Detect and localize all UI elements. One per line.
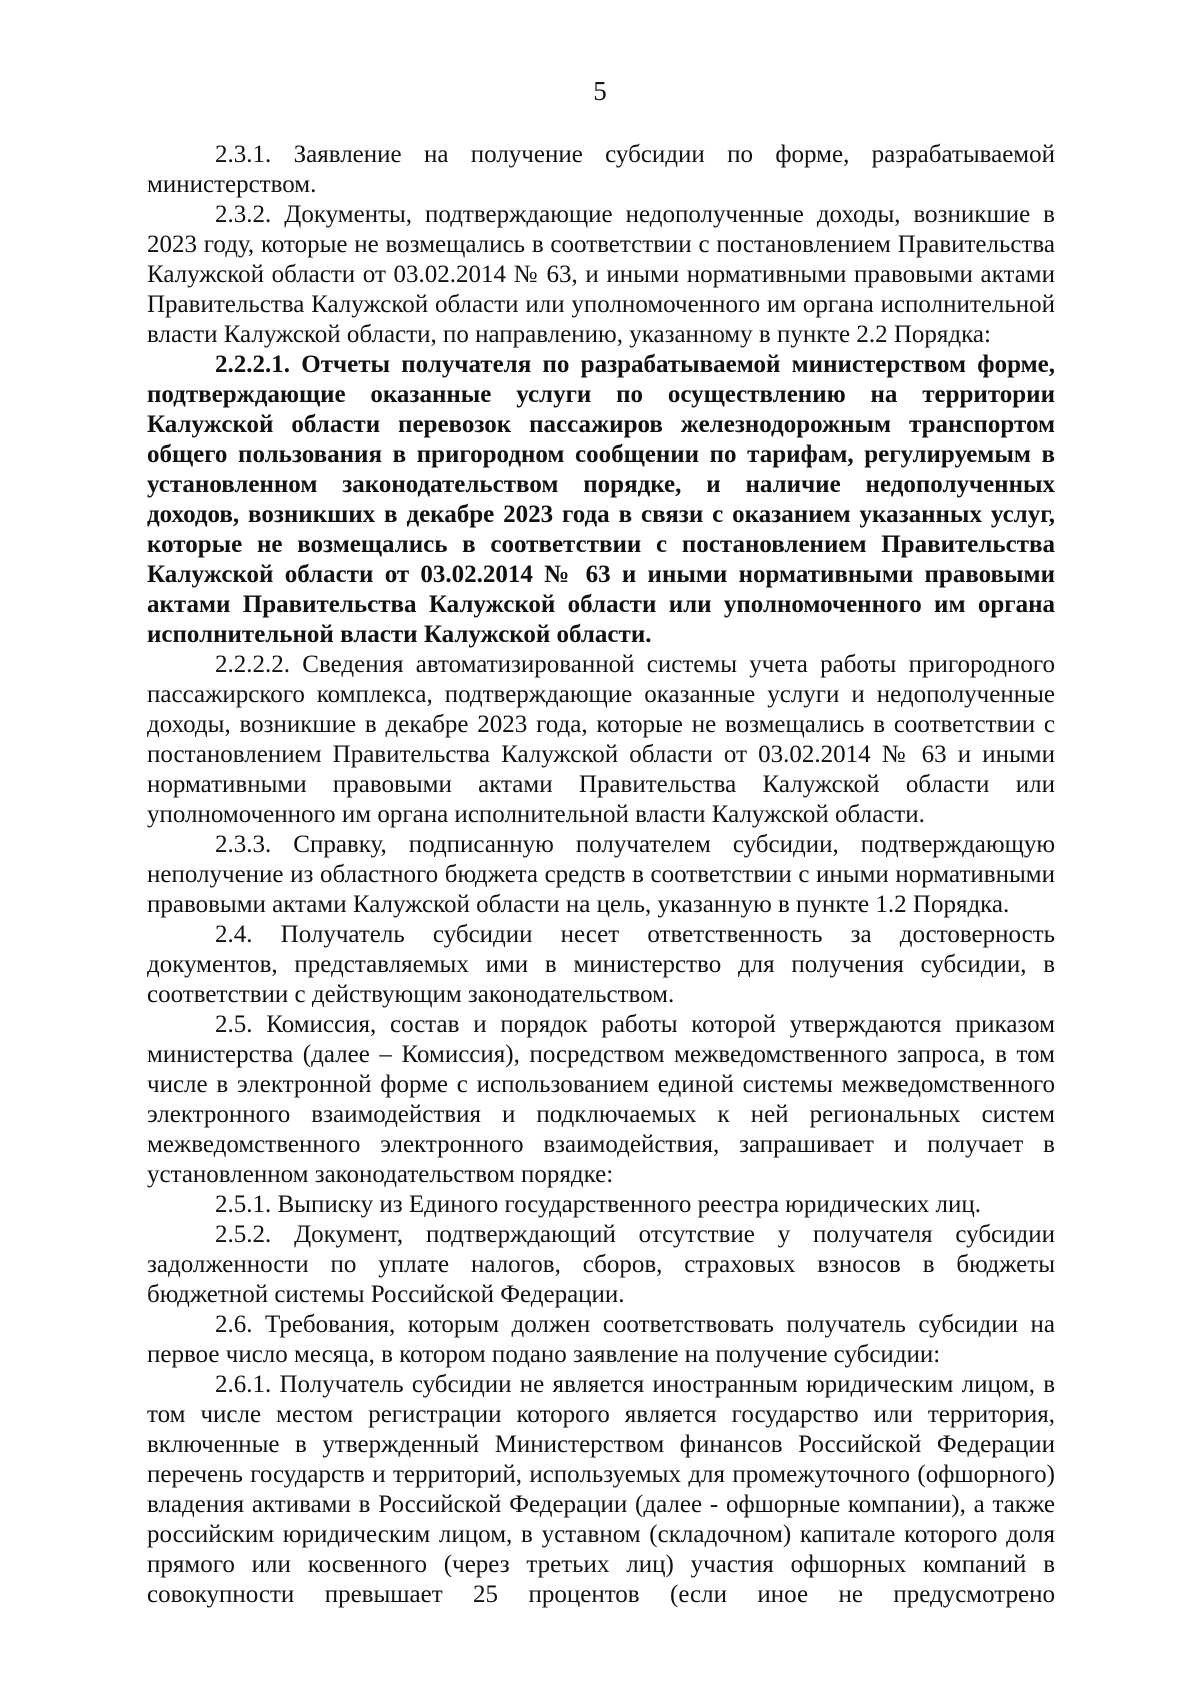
paragraph-p-2-6: 2.6. Требования, которым должен соответствовать получатель субсидии на первое число месяца, в котором подано заявление на получение субсидии: [147,1311,1055,1368]
paragraph-p-2-2-2-2: 2.2.2.2. Сведения автоматизированной системы учета работы пригородного пассажирского комплекса, подтверждающие оказанные услуги и недополученные доходы, возникшие в декабре 2023 года, которые не возмещались в соответствии с постановлением Правительства Калужской области от 03.02.2014 № 63 и иными нормативными правовыми актами Правительства Калужской области или уполномоченного им органа исполнительной власти Калужской области. [147,651,1055,828]
page-number: 5 [593,76,607,106]
paragraph-p-2-5-1: 2.5.1. Выписку из Единого государственного реестра юридических лиц. [215,1191,981,1218]
paragraph-p-2-2-2-1: 2.2.2.1. Отчеты получателя по разрабатываемой министерством форме, подтверждающие оказанные услуги по осуществлению на территории Калужской области перевозок пассажиров железнодорожным транспортом общего пользования в пригородном сообщении по тарифам, регулируемым в установленном законодательством порядке, и наличие недополученных доходов, возникших в декабре 2023 года в связи с оказанием указанных услуг, которые не возмещались в соответствии с постановлением Правительства Калужской области от 03.02.2014 № 63 и иными нормативными правовыми актами Правительства Калужской области или уполномоченного им органа исполнительной власти Калужской области. [147,351,1055,648]
paragraph-p-2-5-2: 2.5.2. Документ, подтверждающий отсутствие у получателя субсидии задолженности по уплате налогов, сборов, страховых взносов в бюджеты бюджетной системы Российской Федерации. [147,1221,1055,1308]
paragraph-p-2-3-1: 2.3.1. Заявление на получение субсидии по форме, разрабатываемой министерством. [147,141,1055,198]
paragraph-p-2-3-2: 2.3.2. Документы, подтверждающие недополученные доходы, возникшие в 2023 году, которые не возмещались в соответствии с постановлением Правительства Калужской области от 03.02.2014 № 63, и иными нормативными правовыми актами Правительства Калужской области или уполномоченного им органа исполнительной власти Калужской области, по направлению, указанному в пункте 2.2 Порядка: [147,201,1055,348]
paragraph-p-2-5: 2.5. Комиссия, состав и порядок работы которой утверждаются приказом министерства (далее – Комиссия), посредством межведомственного запроса, в том числе в электронной форме с использованием единой системы межведомственного электронного взаимодействия и подключаемых к ней региональных систем межведомственного электронного взаимодействия, запрашивает и получает в установленном законодательством порядке: [147,1011,1055,1188]
paragraph-p-2-4: 2.4. Получатель субсидии несет ответственность за достоверность документов, представляемых ими в министерство для получения субсидии, в соответствии с действующим законодательством. [147,921,1055,1008]
paragraph-p-2-6-1: 2.6.1. Получатель субсидии не является иностранным юридическим лицом, в том числе местом регистрации которого является государство или территория, включенные в утвержденный Министерством финансов Российской Федерации перечень государств и территорий, используемых для промежуточного (офшорного) владения активами в Российской Федерации (далее - офшорные компании), а также российским юридическим лицом, в уставном (складочном) капитале которого доля прямого или косвенного (через третьих лиц) участия офшорных компаний в совокупности превышает 25 процентов (если иное не предусмотрено [147,1371,1055,1608]
document-body [147,140,1055,1610]
paragraph-p-2-3-3: 2.3.3. Справку, подписанную получателем субсидии, подтверждающую неполучение из областного бюджета средств в соответствии с иными нормативными правовыми актами Калужской области на цель, указанную в пункте 1.2 Порядка. [147,831,1055,918]
